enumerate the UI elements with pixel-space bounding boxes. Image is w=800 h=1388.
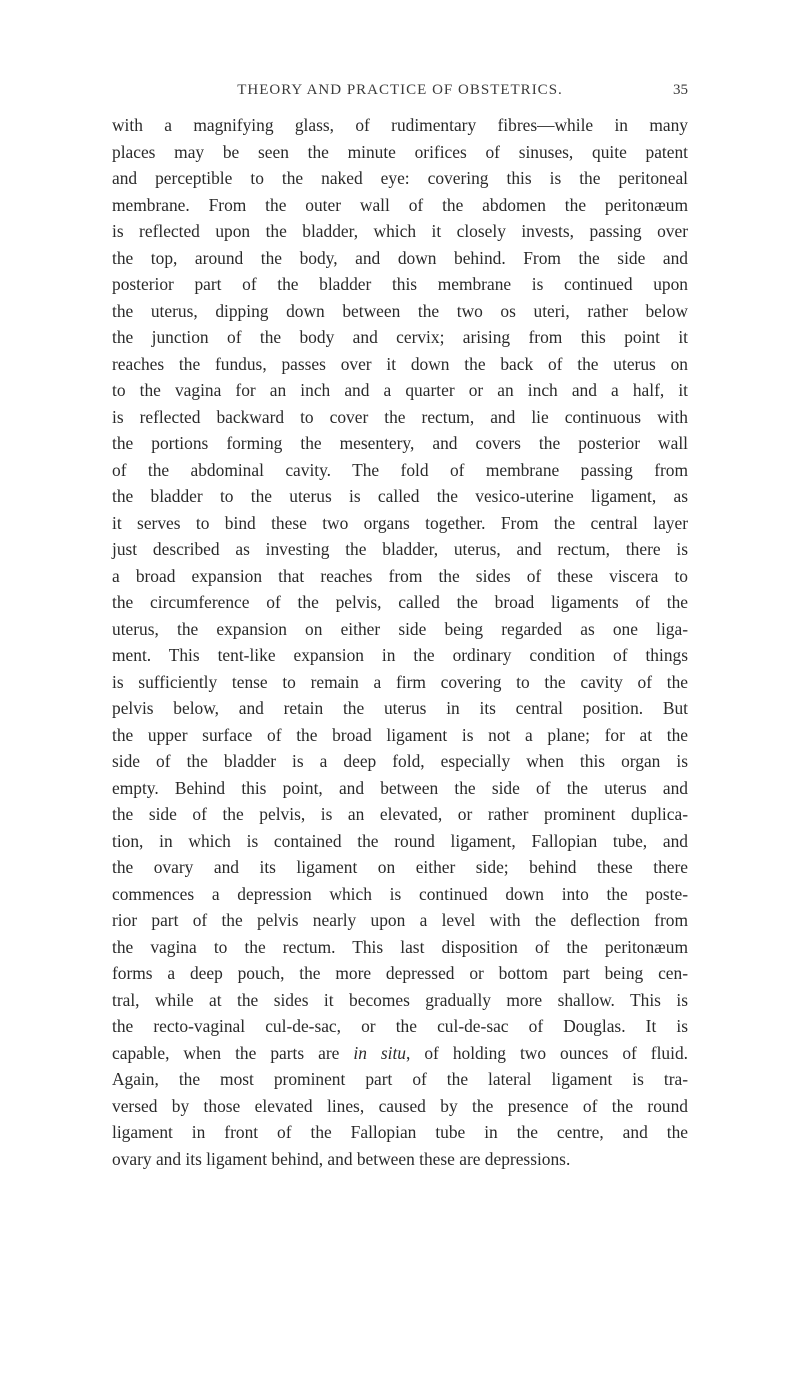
text-line: versed by those elevated lines, caused by the presence of the round [112, 1095, 688, 1116]
text-run: capable, when the parts are [112, 1042, 354, 1063]
text-line: empty. Behind this point, and between the side of the uterus and [112, 777, 688, 798]
text-line: and perceptible to the naked eye: covering this is the peritoneal [112, 168, 688, 188]
text-line: pelvis below, and retain the uterus in its central position. But [112, 698, 688, 718]
text-line: is reflected upon the bladder, which it closely invests, passing over [112, 221, 688, 241]
text-line: to the vagina for an inch and a quarter or an inch and a half, it [112, 380, 688, 400]
body-paragraph [112, 112, 688, 1172]
page-number: 35 [673, 82, 688, 98]
text-line: ligament in front of the Fallopian tube in the centre, and the [112, 1122, 688, 1142]
text-line: the top, around the body, and down behind. From the side and [112, 247, 688, 268]
text-line: the portions forming the mesentery, and covers the posterior wall [112, 433, 688, 453]
running-head [112, 82, 688, 106]
text-line: with a magnifying glass, of rudimentary fibres—while in many [112, 115, 688, 135]
running-title: THEORY AND PRACTICE OF OBSTETRICS. [237, 82, 563, 98]
text-line: reaches the fundus, passes over it down the back of the uterus on [112, 353, 688, 374]
text-line: the circumference of the pelvis, called the broad ligaments of the [112, 592, 688, 612]
text-line: commences a depression which is continued down into the poste- [112, 883, 688, 904]
text-line: is sufficiently tense to remain a firm covering to the cavity of the [112, 671, 688, 692]
text-line: rior part of the pelvis nearly upon a level with the deflection from [112, 910, 688, 930]
text-line: tral, while at the sides it becomes gradually more shallow. This is [112, 989, 688, 1010]
text-line: the upper surface of the broad ligament is not a plane; for at the [112, 724, 688, 745]
text-line: of the abdominal cavity. The fold of membrane passing from [112, 459, 688, 480]
text-line: posterior part of the bladder this membrane is continued upon [112, 274, 688, 294]
text-line: a broad expansion that reaches from the sides of these viscera to [112, 565, 688, 586]
text-line: the ovary and its ligament on either side; behind these there [112, 857, 688, 877]
text-line: is reflected backward to cover the rectum, and lie continuous with [112, 406, 688, 427]
text-line: side of the bladder is a deep fold, especially when this organ is [112, 751, 688, 771]
text-line: places may be seen the minute orifices of sinuses, quite patent [112, 141, 688, 162]
text-line: just described as investing the bladder, uterus, and rectum, there is [112, 539, 688, 559]
text-line [112, 1040, 688, 1067]
text-line: the recto-vaginal cul-de-sac, or the cul-de-sac of Douglas. It is [112, 1016, 688, 1036]
text-line: Again, the most prominent part of the lateral ligament is tra- [112, 1069, 688, 1089]
text-line: the vagina to the rectum. This last disposition of the peritonæum [112, 936, 688, 957]
text-line: the bladder to the uterus is called the vesico-uterine ligament, as [112, 486, 688, 506]
text-line: the side of the pelvis, is an elevated, or rather prominent duplica- [112, 804, 688, 824]
text-line: membrane. From the outer wall of the abdomen the peritonæum [112, 194, 688, 215]
text-line: forms a deep pouch, the more depressed or bottom part being cen- [112, 963, 688, 983]
text-line: the junction of the body and cervix; arising from this point it [112, 327, 688, 347]
text-line: tion, in which is contained the round ligament, Fallopian tube, and [112, 830, 688, 851]
italic-phrase: in situ [353, 1042, 407, 1063]
text-line: ment. This tent-like expansion in the ordinary condition of things [112, 645, 688, 665]
text-line: uterus, the expansion on either side being regarded as one liga- [112, 618, 688, 639]
text-line: ovary and its ligament behind, and between these are depressions. [112, 1148, 571, 1169]
text-line: it serves to bind these two organs together. From the central layer [112, 512, 688, 533]
text-line: the uterus, dipping down between the two os uteri, rather below [112, 300, 688, 321]
text-run: , of holding two ounces of fluid. [406, 1042, 688, 1063]
